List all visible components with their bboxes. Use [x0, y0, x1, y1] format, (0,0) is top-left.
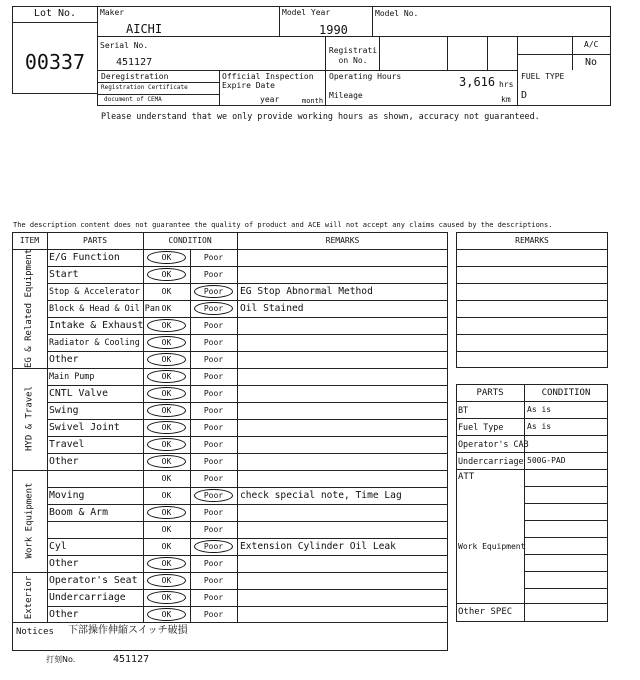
expire-date-label: Expire Date [222, 81, 275, 90]
operating-hours-label: Operating Hours [329, 72, 402, 81]
group-label: HYD & Travel [24, 385, 34, 452]
row-remark: EG Stop Abnormal Method [240, 286, 373, 297]
ok-option[interactable]: OK [161, 575, 172, 585]
notices-text: 下部操作伸縮スイッチ破損 [68, 625, 188, 636]
serial-no-label: Serial No. [100, 41, 149, 50]
poor-selected-circle [194, 302, 233, 315]
ok-selected-circle [147, 506, 186, 519]
maker-label: Maker [100, 8, 125, 17]
poor-option[interactable]: Poor [203, 456, 224, 466]
ok-option[interactable]: OK [161, 456, 172, 466]
poor-option[interactable]: Poor [203, 422, 224, 432]
ok-selected-circle [147, 591, 186, 604]
col-condition-header: CONDITION [168, 236, 212, 245]
ok-option[interactable]: OK [161, 473, 172, 483]
right-condition-value: As is [527, 405, 552, 414]
row-part-label: Other [49, 354, 79, 365]
year-label: year [260, 95, 280, 104]
km-unit: km [501, 95, 511, 104]
ok-option[interactable]: OK [161, 252, 172, 262]
ok-option[interactable]: OK [161, 439, 172, 449]
poor-option[interactable]: Poor [203, 371, 224, 381]
row-part-label: Other [49, 456, 79, 467]
poor-option[interactable]: Poor [203, 354, 224, 364]
ok-option[interactable]: OK [161, 422, 172, 432]
att-label: ATT [458, 472, 475, 482]
work-equipment-label: Work Equipment [458, 542, 526, 551]
ok-selected-circle [147, 353, 186, 366]
poor-option[interactable]: Poor [203, 337, 224, 347]
row-part-label: Swing [49, 405, 79, 416]
poor-option[interactable]: Poor [203, 388, 224, 398]
poor-selected-circle [194, 285, 233, 298]
ok-option[interactable]: OK [161, 354, 172, 364]
ok-selected-circle [147, 370, 186, 383]
operating-hours-value: 3,616 [459, 75, 496, 89]
mileage-label: Mileage [329, 91, 363, 100]
cema-label: document of CEMA [104, 96, 162, 103]
month-label: month [302, 97, 324, 105]
ok-selected-circle [147, 574, 186, 587]
disclaimer: The description content does not guarantee the quality of product and ACE will not accept any claims caused by the descriptions. [13, 221, 553, 229]
deregistration-label: Deregistration [101, 72, 169, 81]
row-part-label: Undercarriage [49, 592, 126, 603]
row-part-label: Intake & Exhaust [49, 320, 144, 331]
stamp-value: 451127 [113, 654, 150, 665]
row-part-label: E/G Function [49, 252, 120, 263]
ok-selected-circle [147, 336, 186, 349]
fuel-type-label: FUEL TYPE [521, 72, 565, 81]
row-part-label: Start [49, 269, 79, 280]
lot-no-value: 00337 [24, 50, 86, 74]
row-part-label: Other [49, 558, 79, 569]
hours-notice: Please understand that we only provide working hours as shown, accuracy not guaranteed. [101, 111, 540, 121]
ok-selected-circle [147, 455, 186, 468]
ok-option[interactable]: OK [161, 388, 172, 398]
ok-option[interactable]: OK [161, 490, 172, 500]
poor-option[interactable]: Poor [203, 303, 224, 313]
right-part-label: BT [458, 405, 469, 415]
model-year-value: 1990 [319, 23, 348, 37]
ok-selected-circle [147, 608, 186, 621]
maker-value: AICHI [126, 22, 163, 36]
poor-option[interactable]: Poor [203, 252, 224, 262]
row-part-label: CNTL Valve [49, 388, 108, 399]
fuel-type-value: D [521, 90, 528, 101]
row-part-label: Main Pump [49, 371, 95, 381]
notices-label: Notices [16, 627, 54, 637]
row-part-label: Moving [49, 490, 85, 501]
poor-option[interactable]: Poor [203, 269, 224, 279]
ok-option[interactable]: OK [161, 524, 172, 534]
ok-selected-circle [147, 557, 186, 570]
ok-option[interactable]: OK [161, 405, 172, 415]
stamp-label: 打刻No. [46, 655, 76, 664]
row-remark: Extension Cylinder Oil Leak [240, 541, 396, 552]
row-part-label: Other [49, 609, 79, 620]
registration-certificate-label: Registration Certificate [101, 84, 188, 91]
ok-selected-circle [147, 438, 186, 451]
poor-selected-circle [194, 489, 233, 502]
poor-option[interactable]: Poor [203, 592, 224, 602]
ok-option[interactable]: OK [161, 269, 172, 279]
ac-value: No [585, 57, 598, 68]
poor-option[interactable]: Poor [203, 473, 224, 483]
right-part-label: Operator's CAB [458, 439, 529, 449]
row-part-label: Block & Head & Oil Pan [49, 303, 160, 313]
group-label: Exterior [24, 575, 34, 619]
poor-selected-circle [194, 540, 233, 553]
ok-option[interactable]: OK [161, 609, 172, 619]
lot-no-label: Lot No. [33, 8, 77, 19]
col-parts-header: PARTS [82, 236, 108, 245]
poor-option[interactable]: Poor [203, 405, 224, 415]
row-part-label: Swivel Joint [49, 422, 120, 433]
ok-selected-circle [147, 387, 186, 400]
right-parts-header: PARTS [476, 388, 504, 398]
ac-label: A/C [584, 40, 599, 49]
ok-selected-circle [147, 319, 186, 332]
ok-option[interactable]: OK [161, 507, 172, 517]
poor-option[interactable]: Poor [203, 609, 224, 619]
right-part-label: Undercarriage [458, 456, 524, 466]
poor-option[interactable]: Poor [203, 286, 224, 296]
ok-option[interactable]: OK [161, 320, 172, 330]
col-remarks-header: REMARKS [325, 236, 360, 245]
poor-option[interactable]: Poor [203, 558, 224, 568]
ok-selected-circle [147, 251, 186, 264]
group-label: Work Equipment [24, 482, 34, 559]
row-part-label: Travel [49, 439, 85, 450]
row-part-label: Operator's Seat [49, 575, 138, 586]
registration-label: Registrati on No. [328, 46, 378, 65]
row-part-label: Cyl [49, 541, 67, 552]
poor-option[interactable]: Poor [203, 541, 224, 551]
ok-option[interactable]: OK [161, 303, 172, 313]
ok-option[interactable]: OK [161, 286, 172, 296]
row-part-label: Stop & Accelerator [49, 286, 140, 296]
hrs-unit: hrs [499, 80, 514, 89]
right-remarks-header: REMARKS [515, 236, 549, 245]
model-year-label: Model Year [282, 8, 331, 17]
row-remark: check special note, Time Lag [240, 490, 402, 501]
row-part-label: Boom & Arm [49, 507, 108, 518]
model-no-label: Model No. [375, 9, 419, 18]
poor-option[interactable]: Poor [203, 575, 224, 585]
col-item-header: ITEM [19, 236, 40, 245]
right-condition-value: 500G-PAD [527, 456, 566, 465]
poor-option[interactable]: Poor [203, 507, 224, 517]
ok-option[interactable]: OK [161, 541, 172, 551]
other-spec-label: Other SPEC [458, 607, 513, 617]
ok-option[interactable]: OK [161, 558, 172, 568]
poor-option[interactable]: Poor [203, 524, 224, 534]
right-condition-value: As is [527, 422, 552, 431]
ok-option[interactable]: OK [161, 371, 172, 381]
poor-option[interactable]: Poor [203, 320, 224, 330]
ok-option[interactable]: OK [161, 592, 172, 602]
row-remark: Oil Stained [240, 303, 304, 314]
ok-option[interactable]: OK [161, 337, 172, 347]
poor-option[interactable]: Poor [203, 490, 224, 500]
serial-no-value: 451127 [116, 57, 153, 68]
ok-selected-circle [147, 268, 186, 281]
group-label: EG & Related Equipment [24, 248, 34, 368]
poor-option[interactable]: Poor [203, 439, 224, 449]
right-part-label: Fuel Type [458, 422, 504, 432]
official-inspection-label: Official Inspection [222, 72, 314, 81]
ok-selected-circle [147, 404, 186, 417]
ok-selected-circle [147, 421, 186, 434]
row-part-label: Radiator & Cooling [49, 337, 140, 347]
right-condition-header: CONDITION [541, 388, 591, 398]
